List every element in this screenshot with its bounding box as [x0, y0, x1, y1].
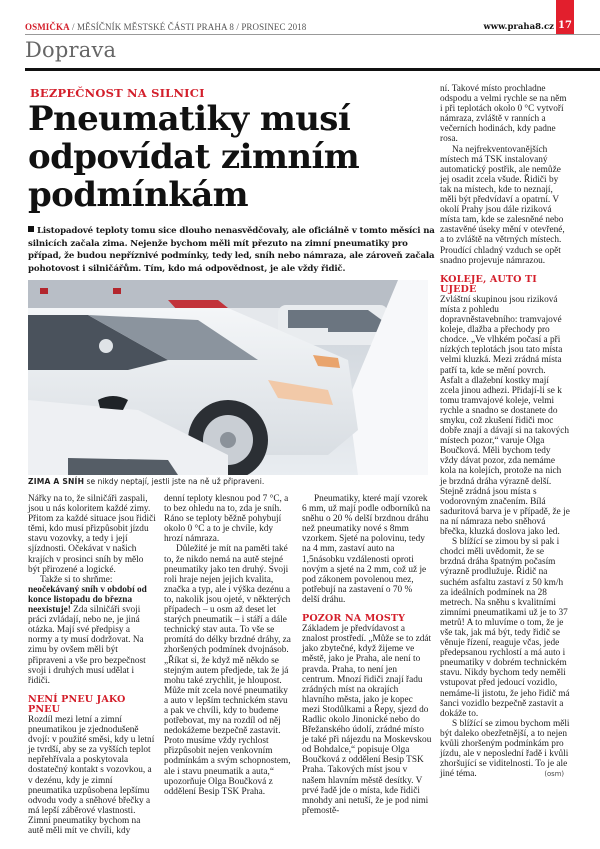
masthead [25, 0, 600, 34]
paragraph: Nářky na to, že silničáři zaspali, jsou u nás koloritem každé zimy. Přitom za každé situace jsou řidiči těmi, kdo musí přizpůsobit jízdu stavu vozovky, a tedy i její sjízdnosti. Očekávat v našich krajích v prosinci sníh by mělo být přirozené a logické. [28, 494, 156, 575]
paragraph: Pneumatiky, které mají vzorek 6 mm, už mají podle odborníků na sněhu o 20 % delší brzdnou dráhu než pneumatiky nové s 8mm vzorkem. Sjeté na polovinu, tedy na 4 mm, zastaví auto na 1,5násobku vzdálenosti oproti novým a sjeté na 2 mm, což už je pod zákonem povolenou mez, potřebují na zastavení o 70 % delší dráhu. [302, 494, 431, 605]
article-kicker: BEZPEČNOST NA SILNICI [30, 86, 205, 100]
subheading-koleje: KOLEJE, AUTO TI UJEDE [440, 273, 537, 295]
paragraph-intro: Takže si to shrňme: [40, 574, 113, 585]
paragraph: S blížící se zimou by si pak i chodci měli uvědomit, že se brzdná dráha špatným počasím výrazně prodlužuje. Řidič na suchém asfaltu zastaví z 50 km/h za ideálních podmínek na 28 metrech. Na sněhu s kvalitními zimními pneumatikami už je to 37 metrů! A to mluvíme o tom, že je vše tak, jak má být, tedy řidič se věnuje řízení, reaguje včas, jede předepsanou rychlostí a má auto i pneumatiky v dobrém technickém stavu. Nikdy bychom tedy neměli vstupovat před jedoucí vozidlo, nemáme-li jistotu, že jeho řidič má šanci vozidlo bezpečně zastavit a dokáže to. [440, 537, 570, 719]
issue-info: / MĚSÍČNÍK MĚSTSKÉ ČÁSTI PRAHA 8 / PROSINEC 2018 [69, 22, 307, 32]
brand-name: OSMIČKA [25, 22, 70, 32]
subheading-neni-pneu: NENÍ PNEU JAKO PNEU [28, 693, 126, 715]
paragraph: Zvláštní skupinou jsou riziková místa z pohledu dopravněstavebního: tramvajové koleje, dlažba a přechody pro chodce. „Ve vlhkém počasí a při nízkých teplotách jsou tato místa velmi kluzká. Mezi zrádná místa patří ta, kde se mění povrch. Asfalt a dlažební kostky mají zcela jinou adhezi. Přidají-li se k tomu tramvajové koleje, velmi rychle a snadno se dostanete do smyku, což zkušení řidiči moc dobře znají a dávají si na takových místech pozor,“ varuje Olga Boučková. Měli bychom tedy vždy dávat pozor, zda nemáme kola na kolejích, protože na nich je brzdná dráha výrazně delší. Stejně zrádná jsou místa s vodorovným značením. Bílá saduritová barva je v případě, že je na ní námraza nebo sněhová břečka, kluzká doslova jako led. [440, 294, 570, 538]
paragraph: denní teploty klesnou pod 7 °C, a to bez ohledu na to, zda je sníh. Ráno se teploty běžně pohybují okolo 0 °C a to je chvíle, kdy hrozí námraza. [164, 494, 289, 545]
subheading-pozor-na-mosty: POZOR NA MOSTY [302, 613, 406, 625]
paragraph-text: S blížící se zimou bychom měli být daleko obezřetnější, a to nejen kvůli zhoršeným podmínkám pro jízdu, ale v neposlední řadě i kvůli zhoršující se viditelnosti. To je ale jiné téma. [440, 718, 570, 780]
paragraph-rest: Zda silničáři svoji práci zvládají, nebo ne, je jiná otázka. Mají své předpisy a normy a ty musí dodržovat. Na zimu by ovšem měli být připraveni a vše pro bezpečnost svoji i druhých musí udělat i řidiči. [28, 605, 146, 686]
article-column-3 [302, 494, 432, 816]
article-column-2 [164, 494, 292, 797]
masthead-title [25, 22, 306, 32]
website-link[interactable]: www.praha8.cz [483, 22, 554, 32]
photo-caption [28, 477, 264, 486]
section-title: Doprava [25, 38, 117, 62]
paragraph: Rozdíl mezi letní a zimní pneumatikou je zjednodušeně dvojí: v použité směsi, kdy u letní je tvrdší, aby se za vyšších teplot nepřehřívala a poskytovala dostatečný kontakt s vozovkou, a v dezénu, kdy je zimní pneumatika uzpůsobena lepšímu odvodu vody a sněhové břečky a má lepší záběrové vlastnosti. Zimní pneumatiky bychom na autě měli mít ve chvíli, kdy [28, 714, 155, 836]
paragraph: Základem je předvídavost a znalost prostředí. „Může se to zdát jako zbytečné, když žijeme ve městě, jako je Praha, ale není to pravda. Praha, to není jen centrum. Mnozí řidiči znají řadu zrádných míst na okrajích hlavního města, jako je kopec mezi Stodůlkami a Řepy, sjezd do Radlic okolo Jinonické nebo do Břežanského údolí, zrádné místo je také při nájezdu na Moskevskou od Bohdalce,“ popisuje Olga Boučková z oddělení Besip TSK Praha. Takových míst jsou v našem hlavním městě desítky. V prvé řadě jde o místa, kde řidiči mnohdy ani netuší, že je pod nimi přemostě- [302, 624, 432, 816]
article-column-4 [440, 84, 570, 779]
caption-text: se nikdy neptají, jestli jste na ně už připraveni. [84, 477, 265, 486]
page-number: 17 [558, 20, 572, 31]
paragraph [28, 575, 156, 686]
lead-text: Listopadové teploty tomu sice dlouho nenasvědčovaly, ale oficiálně v tomto měsíci na silnicích začala zima. Nejenže bychom měli mít přezuto na zimní pneumatiky pro případ, že budou nepříznivé podmínky, tedy led, sníh nebo námraza, ale zároveň začala pohotovost i silničářům. Tím, kdo má odpovědnost, je ale vždy řidič. [28, 226, 435, 275]
lead-square-icon [28, 226, 34, 232]
article-column-1 [28, 494, 156, 836]
page-number-box [556, 0, 574, 34]
paragraph: Důležité je mít na paměti také to, že nikdo nemá na autě stejné pneumatiky jako ten druhý. Svoji roli hraje nejen jejich kvalita, značka a typ, ale i výška dezénu a to, nakolik jsou ojeté, v některých případech – u osm až deset let starých pneumatik – i stáří a dále technický stav auta. To vše se promítá do délky brzdné dráhy, za zhoršených podmínek dvojnásob. „Říkat si, že když mě někdo se stejným autem předjede, tak že já mohu také zrychlit, je hloupost. Může mít zcela nové pneumatiky a auto v lepším technickém stavu a pak ve chvíli, kdy to budeme potřebovat, my na rozdíl od něj nedokážeme bezpečně zastavit. Proto musíme vždy rychlost přizpůsobit nejen venkovním podmínkám a svým schopnostem, ale i stavu pneumatik a auta,“ upozorňuje Olga Boučková z oddělení Besip TSK Praha. [164, 544, 291, 797]
section-rule [25, 68, 600, 71]
paragraph [440, 719, 570, 780]
article-headline: Pneumatiky musí odpovídat zimním podmínkám [28, 99, 360, 215]
paragraph: ní. Takové místo prochladne odspodu a velmi rychle se na něm i při teplotách okolo 0 °C vytvoří námraza, zvláště v ranních a večerních hodinách, kdy padne rosa. [440, 84, 567, 145]
paragraph: Na nejfrekventovanějších místech má TSK instalovaný automatický postřik, ale nemůže jej osadit zcela všude. Řidiči by tak na místech, kde to neznají, měli být předvídaví a opatrní. V okolí Prahy jsou dále riziková místa tam, kde se zalesněné nebo zastavěné úseky mění v otevřené, a to zvláště na větrných místech. Proudící chladný vzduch se opět snadno projevuje námrazou. [440, 144, 565, 266]
header-divider [25, 34, 600, 35]
article-photo-snowy-cars [28, 280, 428, 475]
author-signature: (osm) [544, 770, 564, 779]
caption-label: ZIMA A SNÍH [28, 477, 85, 486]
emphasis-text: neočekávaný sníh v období od konce listopadu do března neexistuje! [28, 584, 147, 616]
photo-illustration [28, 280, 428, 475]
article-lead [28, 225, 438, 276]
